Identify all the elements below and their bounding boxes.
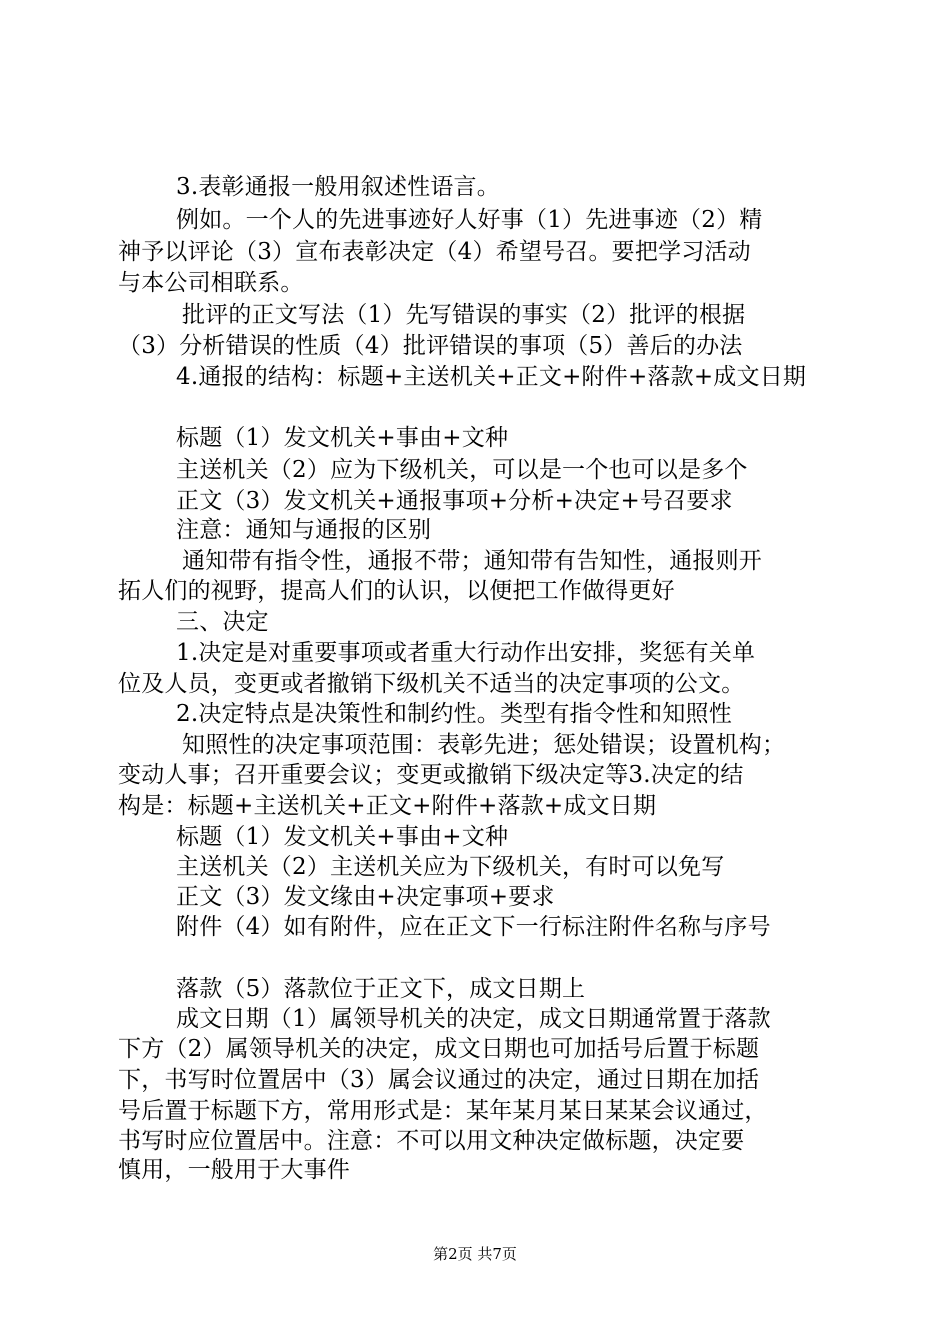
text-line: 标题（1）发文机关+事由+文种 bbox=[176, 425, 509, 451]
text-line: 与本公司相联系。 bbox=[118, 270, 304, 296]
text-line: 位及人员，变更或者撤销下级机关不适当的决定事项的公文。 bbox=[118, 671, 745, 697]
text-line: 号后置于标题下方，常用形式是：某年某月某日某某会议通过， bbox=[118, 1098, 768, 1124]
text-line: 通知带有指令性，通报不带；通知带有告知性，通报则开 bbox=[182, 548, 762, 574]
text-line: 慎用，一般用于大事件 bbox=[118, 1157, 350, 1183]
text-line: 主送机关（2）应为下级机关，可以是一个也可以是多个 bbox=[176, 457, 748, 483]
text-line: 主送机关（2）主送机关应为下级机关，有时可以免写 bbox=[176, 854, 725, 880]
text-line: 例如。一个人的先进事迹好人好事（1）先进事迹（2）精 bbox=[176, 207, 763, 233]
text-line: 3.表彰通报一般用叙述性语言。 bbox=[176, 174, 500, 200]
text-line: 正文（3）发文机关+通报事项+分析+决定+号召要求 bbox=[176, 488, 733, 514]
text-line: 批评的正文写法（1）先写错误的事实（2）批评的根据 bbox=[182, 302, 746, 328]
text-line: 下方（2）属领导机关的决定，成文日期也可加括号后置于标题 bbox=[118, 1036, 760, 1062]
text-line: 落款（5）落款位于正文下，成文日期上 bbox=[176, 976, 586, 1002]
text-line: 附件（4）如有附件，应在正文下一行标注附件名称与序号 bbox=[176, 914, 771, 940]
text-line: 注意：通知与通报的区别 bbox=[176, 517, 432, 543]
text-line: 正文（3）发文缘由+决定事项+要求 bbox=[176, 884, 555, 910]
text-line: 书写时应位置居中。注意：不可以用文种决定做标题，决定要 bbox=[118, 1128, 745, 1154]
text-line: 神予以评论（3）宣布表彰决定（4）希望号召。要把学习活动 bbox=[118, 239, 751, 265]
text-line: 2.决定特点是决策性和制约性。类型有指令性和知照性 bbox=[176, 701, 732, 727]
text-line: 4.通报的结构：标题+主送机关+正文+附件+落款+成文日期 bbox=[176, 364, 807, 390]
text-line: 标题（1）发文机关+事由+文种 bbox=[176, 824, 509, 850]
text-line: 变动人事；召开重要会议；变更或撤销下级决定等3.决定的结 bbox=[118, 762, 744, 788]
text-line: 知照性的决定事项范围：表彰先进；惩处错误；设置机构； bbox=[182, 732, 786, 758]
text-line: 1.决定是对重要事项或者重大行动作出安排，奖惩有关单 bbox=[176, 640, 756, 666]
text-line: （3）分析错误的性质（4）批评错误的事项（5）善后的办法 bbox=[118, 333, 743, 359]
text-line: 三、决定 bbox=[176, 609, 269, 635]
text-line: 构是：标题+主送机关+正文+附件+落款+成文日期 bbox=[118, 793, 657, 819]
text-line: 下，书写时位置居中（3）属会议通过的决定，通过日期在加括 bbox=[118, 1067, 760, 1093]
page-number-footer: 第2页 共7页 bbox=[433, 1245, 517, 1263]
text-line: 成文日期（1）属领导机关的决定，成文日期通常置于落款 bbox=[176, 1006, 771, 1032]
text-line: 拓人们的视野，提高人们的认识，以便把工作做得更好 bbox=[118, 578, 675, 604]
